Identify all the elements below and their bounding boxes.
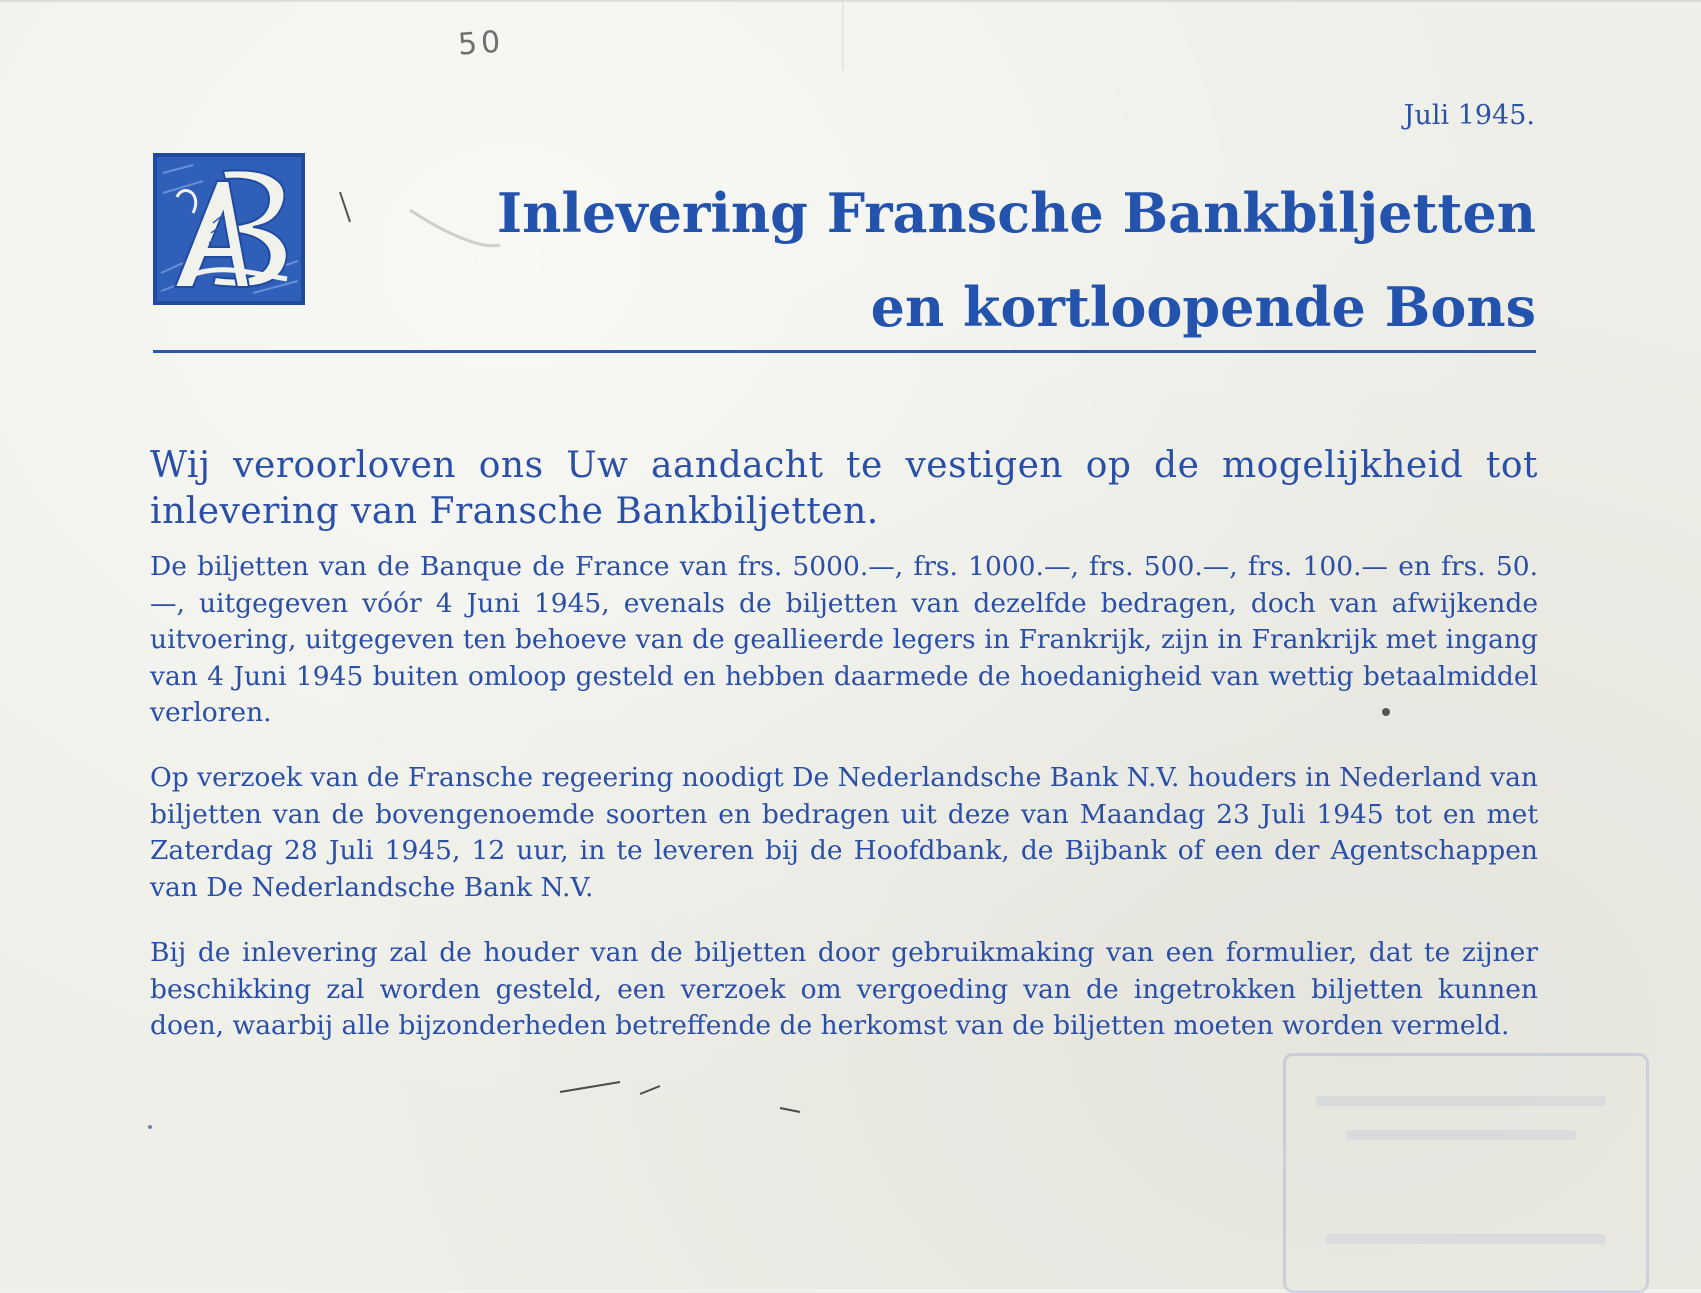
paragraph-banknotes: De biljetten van de Banque de France van frs. 5000.—, frs. 1000.—, frs. 500.—, frs. 100.— en frs. 50.—, uitgegeven vóór 4 Juni 1945, evenals de biljetten van dezelfde bedragen, doch van afwijkende uitvoering, uitgegeven ten behoeve van de geallieerde legers in Frankrijk, zijn in Frankrijk met ingang van 4 Juni 1945 buiten omloop gesteld en hebben daarmede de hoedanigheid van wettig betaalmiddel verloren. [150, 551, 1538, 728]
faded-stamp [1283, 1053, 1649, 1293]
paragraph-procedure: Bij de inlevering zal de houder van de biljetten door gebruikmaking van een formulier, dat te zijner beschikking zal worden gesteld, een verzoek om vergoeding van de ingetrokken biljetten kunnen doen, waarbij alle bijzonderheden betreffende de herkomst van de biljetten moeten worden vermeld. [150, 937, 1538, 1041]
stamp-ghost-line [1316, 1096, 1606, 1106]
title-line-1: Inlevering Fransche Bankbiljetten [496, 181, 1536, 245]
document-date: Juli 1945. [1403, 100, 1535, 131]
title-divider [153, 350, 1536, 353]
paper-top-edge [0, 0, 1701, 2]
pencil-annotation: 50 [456, 24, 506, 63]
bank-monogram-logo [153, 153, 305, 305]
paper-fold-crease [842, 0, 845, 70]
monogram-ab-icon [153, 153, 305, 305]
intro-paragraph: Wij veroorloven ons Uw aandacht te vestigen op de mogelijkheid tot inlevering van Fransche Bankbiljetten. [150, 445, 1538, 532]
stamp-ghost-line [1326, 1234, 1606, 1244]
paragraph-invitation: Op verzoek van de Fransche regeering noodigt De Nederlandsche Bank N.V. houders in Nederland van biljetten van de bovengenoemde soorten en bedragen uit deze van Maandag 23 Juli 1945 tot en met Zaterdag 28 Juli 1945, 12 uur, in te leveren bij de Hoofdbank, de Bijbank of een der Agentschappen van De Nederlandsche Bank N.V. [150, 762, 1538, 903]
title-line-2: en kortloopende Bons [870, 275, 1536, 339]
document-title [497, 166, 1536, 354]
stamp-ghost-line [1346, 1130, 1576, 1140]
